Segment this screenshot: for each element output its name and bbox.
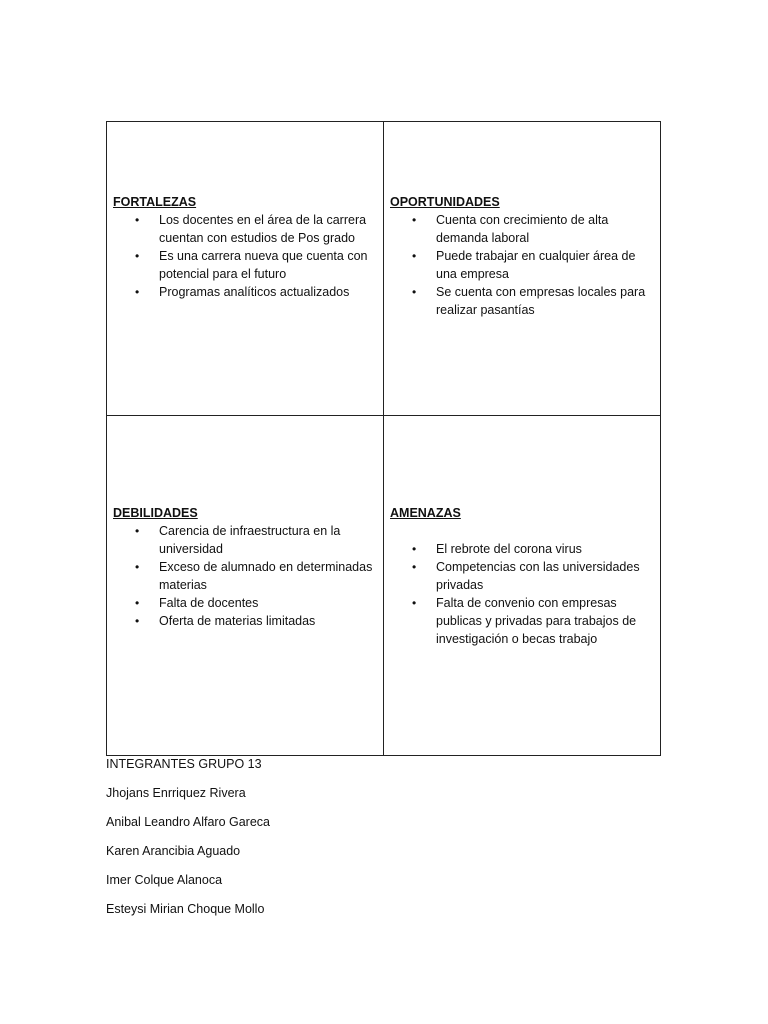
item-text: Falta de docentes [159,596,259,610]
member-name: Karen Arancibia Aguado [106,844,241,858]
oportunidades-title: OPORTUNIDADES [390,195,500,209]
bullet-icon: • [412,560,417,574]
bullet-icon: • [412,213,417,227]
fortalezas-cell [107,122,384,416]
oportunidades-cell [384,122,661,416]
debilidades-content [113,504,377,630]
bullet-icon: • [135,614,140,628]
bullet-icon: • [135,524,140,538]
oportunidades-content [390,193,654,319]
member-name: Esteysi Mirian Choque Mollo [106,902,265,916]
debilidades-cell [107,416,384,756]
fortalezas-list [113,211,377,301]
bullet-icon: • [135,213,140,227]
list-item [390,211,654,247]
item-text: Cuenta con crecimiento de alta demanda laboral [436,213,609,245]
item-text: Se cuenta con empresas locales para realizar pasantías [436,285,646,317]
swot-table [106,121,661,756]
swot-row-top [107,122,661,416]
bullet-icon: • [412,596,417,610]
item-text: Oferta de materias limitadas [159,614,316,628]
item-text: El rebrote del corona virus [436,542,582,556]
list-item [390,283,654,319]
bullet-icon: • [135,560,140,574]
list-item [390,247,654,283]
item-text: Los docentes en el área de la carrera cuentan con estudios de Pos grado [159,213,367,245]
oportunidades-list [390,211,654,319]
member-name: Jhojans Enrriquez Rivera [106,786,246,800]
list-item [113,612,377,630]
item-text: Falta de convenio con empresas publicas y privadas para trabajos de investigación o becas trabajo [436,596,637,646]
item-text: Exceso de alumnado en determinadas materias [159,560,373,592]
debilidades-title: DEBILIDADES [113,506,198,520]
item-text: Puede trabajar en cualquier área de una empresa [436,249,636,281]
list-item [390,594,654,648]
amenazas-cell [384,416,661,756]
item-text: Programas analíticos actualizados [159,285,350,299]
amenazas-list [390,540,654,648]
bullet-icon: • [412,542,417,556]
amenazas-content [390,504,654,648]
item-text: Carencia de infraestructura en la universidad [159,524,341,556]
swot-row-bottom [107,416,661,756]
list-item [113,522,377,558]
debilidades-list [113,522,377,630]
list-item [390,540,654,558]
list-item [113,558,377,594]
list-item [113,211,377,247]
list-item [113,247,377,283]
bullet-icon: • [412,285,417,299]
bullet-icon: • [135,285,140,299]
members-section [106,756,506,930]
item-text: Es una carrera nueva que cuenta con potencial para el futuro [159,249,368,281]
fortalezas-content [113,193,377,301]
bullet-icon: • [135,596,140,610]
amenazas-title: AMENAZAS [390,506,461,520]
member-name: Imer Colque Alanoca [106,873,223,887]
item-text: Competencias con las universidades privadas [436,560,640,592]
bullet-icon: • [412,249,417,263]
list-item [113,594,377,612]
members-title: INTEGRANTES GRUPO 13 [106,757,262,771]
list-item [113,283,377,301]
fortalezas-title: FORTALEZAS [113,195,197,209]
list-item [390,558,654,594]
bullet-icon: • [135,249,140,263]
member-name: Anibal Leandro Alfaro Gareca [106,815,270,829]
